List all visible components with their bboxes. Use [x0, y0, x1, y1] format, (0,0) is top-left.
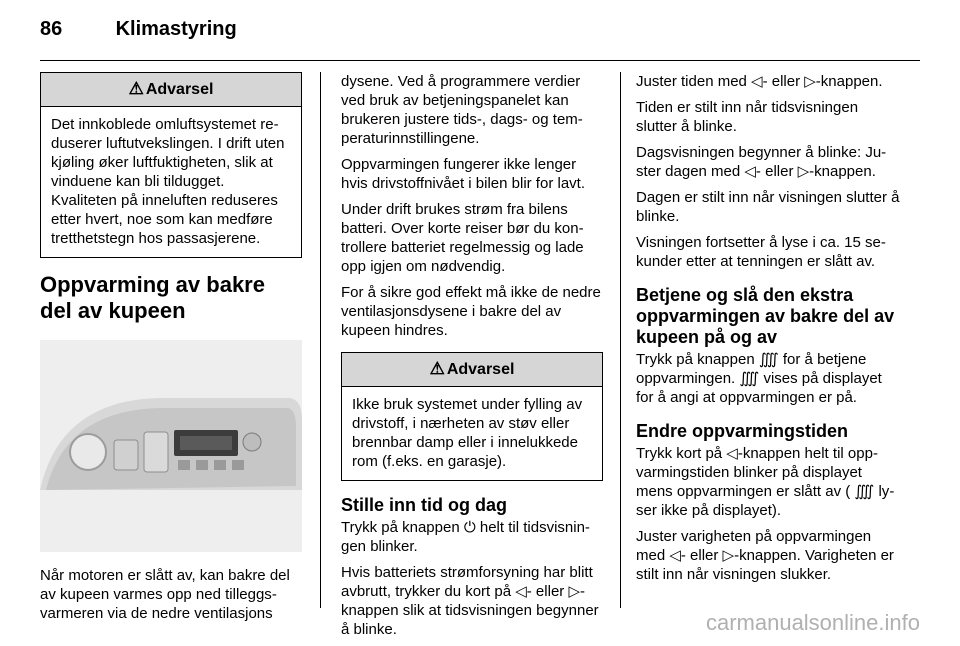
watermark: carmanualsonline.info [705, 610, 920, 635]
paragraph: Dagsvisningen begynner å blinke: Juster dagen med ◁- eller ▷-knappen. [636, 144, 887, 180]
paragraph: Juster tiden med ◁- eller ▷-knappen. [636, 73, 883, 90]
paragraph: dysene. Ved å programmere verdier ved bruk av betjeningspanelet kan brukeren justere tids-, dags- og temperaturinnstillingene. [341, 73, 583, 147]
warning-triangle-icon: ⚠ [429, 359, 445, 378]
control-panel-photo [40, 340, 302, 552]
warning-text: Det innkoblede omluftsystemet reduserer luftutvekslingen. I drift uten kjøling øker luftfuktigheten, slik at vinduene kan bli tildugget. Kvaliteten på inneluften reduseres etter hvert, noe som kan medføre tretthetstegn hos passasjerene. [51, 116, 285, 247]
warning-box-2 [341, 352, 603, 481]
paragraph: Visningen fortsetter å lyse i ca. 15 sekunder etter at tenningen er slått av. [636, 234, 886, 270]
warning-text: Ikke bruk systemet under fylling av drivstoff, i nærheten av støv eller brennbar damp eller i innelukkede rom (f.eks. en garasje). [352, 396, 583, 470]
paragraph: Trykk kort på ◁-knappen helt til oppvarmingstiden blinker på displayet mens oppvarmingen er slått av ( ⨌ lyser ikke på displayet). [636, 445, 895, 519]
warning-triangle-icon: ⚠ [128, 79, 144, 98]
warning-box-1 [40, 72, 302, 258]
warning-header [342, 353, 602, 387]
page-number: 86 [40, 18, 63, 40]
column-divider-1 [320, 72, 321, 608]
column-divider-2 [620, 72, 621, 608]
section-heading-set-time: Stille inn tid og dag [341, 495, 507, 515]
column-2 [341, 72, 603, 646]
section-heading-operate-heating: Betjene og slå den ekstra oppvarmingen av bakre del av kupeen på og av [636, 285, 895, 347]
page-title: Klimastyring [115, 18, 237, 40]
column-3 [636, 72, 900, 591]
header-rule [40, 60, 920, 61]
paragraph: Hvis batteriets strømforsyning har blitt avbrutt, trykker du kort på ◁- eller ▷-knappen slik at tidsvisningen begynner å blinke. [341, 564, 599, 638]
warning-title: Advarsel [145, 81, 214, 98]
page-header [40, 18, 237, 41]
paragraph: Oppvarmingen fungerer ikke lenger hvis drivstoffnivået i bilen blir for lavt. [341, 156, 585, 192]
paragraph: Tiden er stilt inn når tidsvisningen slutter å blinke. [636, 99, 859, 135]
paragraph: Når motoren er slått av, kan bakre del av kupeen varmes opp ned tilleggsvarmeren via de nedre ventilasjons [40, 567, 290, 622]
section-heading-change-time: Endre oppvarmingstiden [636, 421, 849, 441]
paragraph: Under drift brukes strøm fra bilens batteri. Over korte reiser bør du kontrollere batteriet regelmessig og lade opp igjen om nødvendig. [341, 201, 584, 275]
control-panel-illustration [40, 340, 302, 552]
column-1 [40, 72, 302, 630]
section-heading-rear-heating: Oppvarming av bakre del av kupeen [40, 272, 265, 323]
warning-header [41, 73, 301, 107]
paragraph: Trykk på knappen ⏻ helt til tidsvisningen blinker. [341, 519, 590, 555]
paragraph: Dagen er stilt inn når visningen slutter å blinke. [636, 189, 900, 225]
paragraph: For å sikre god effekt må ikke de nedre ventilasjonsdysene i bakre del av kupeen hindres. [341, 284, 601, 339]
paragraph: Trykk på knappen ⨌ for å betjene oppvarmingen. ⨌ vises på displayet for å angi at oppvarmingen er på. [636, 351, 882, 406]
paragraph: Juster varigheten på oppvarmingen med ◁- eller ▷-knappen. Varigheten er stilt inn når visningen slukker. [636, 528, 894, 583]
warning-title: Advarsel [446, 361, 515, 378]
